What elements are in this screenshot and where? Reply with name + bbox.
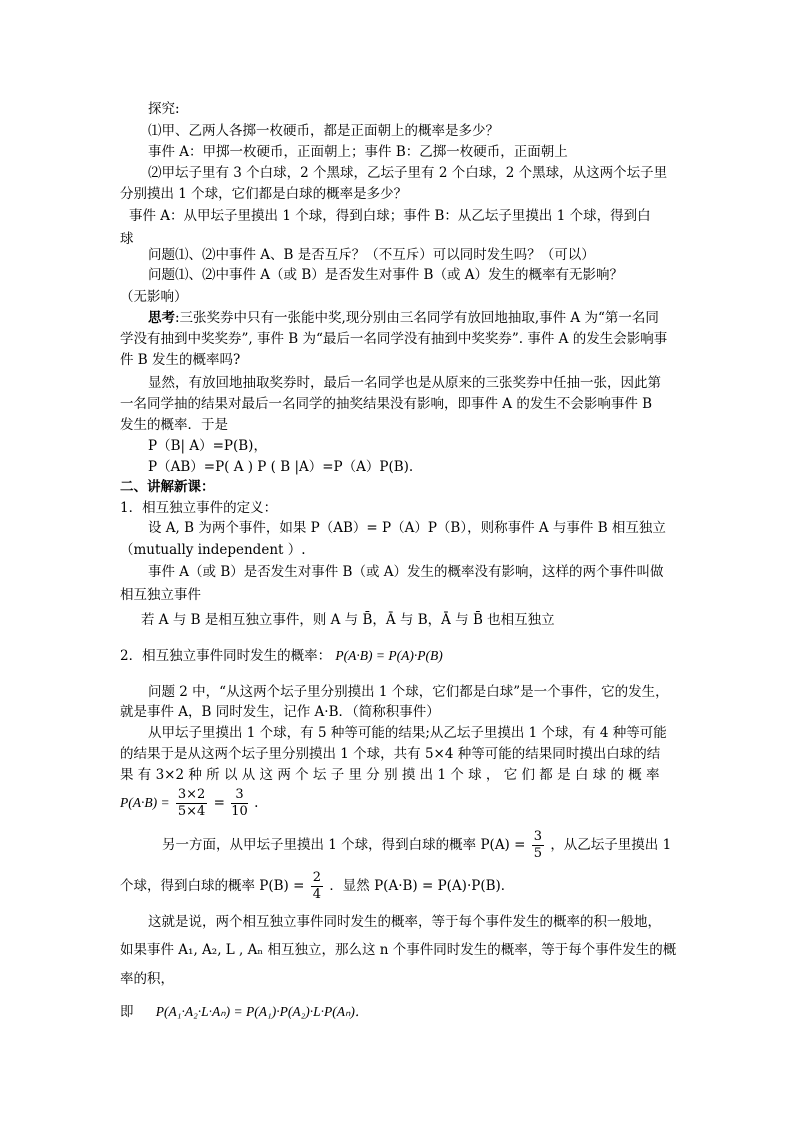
equals-sign: = bbox=[213, 795, 225, 811]
equation-1: P（B| A）=P(B)， bbox=[148, 438, 267, 454]
fraction-3x2-over-5x4 bbox=[176, 787, 207, 820]
fraction-3-over-10 bbox=[231, 787, 248, 820]
probability-line bbox=[120, 647, 443, 665]
example-line-11 bbox=[120, 1003, 368, 1021]
fraction-2-over-4 bbox=[311, 870, 323, 903]
example-line-9: 如果事件 A₁, A₂, L , Aₙ 相互独立，那么这 n 个事件同时发生的概率，等于每个事件发生的概 bbox=[120, 942, 677, 958]
answer-line-1: 显然，有放回地抽取奖券时，最后一名同学也是从原来的三张奖券中任抽一张，因此第 bbox=[148, 375, 661, 391]
definition-title: 1．相互独立事件的定义： bbox=[120, 500, 278, 516]
question-1: ⑴甲、乙两人各掷一枚硬币，都是正面朝上的概率是多少？ bbox=[148, 123, 499, 139]
question-2-line-1: ⑵甲坛子里有 3 个白球，2 个黑球，乙坛子里有 2 个白球，2 个黑球，从这两个坛子里 bbox=[148, 165, 668, 181]
answer-line-3: 发生的概率．于是 bbox=[120, 417, 228, 433]
probability-title: 2．相互独立事件同时发生的概率： bbox=[120, 648, 332, 664]
example-line-7 bbox=[120, 869, 514, 903]
fraction-numerator: 3 bbox=[231, 787, 248, 804]
ask-2-line-1: 问题⑴、⑵中事件 A（或 B）是否发生对事件 B（或 A）发生的概率有无影响？ bbox=[148, 267, 624, 283]
example-line-3: 从甲坛子里摸出 1 个球，有 5 种等可能的结果;从乙坛子里摸出 1 个球，有 4 种等可能 bbox=[148, 725, 667, 741]
think-line-1 bbox=[148, 309, 659, 327]
question-2-events-line-2: 球 bbox=[120, 231, 134, 247]
definition-line-4: 相互独立事件 bbox=[120, 587, 201, 603]
product-formula: P(A₁·A₂·L·Aₙ) = P(A₁)·P(A₂)·L·P(Aₙ)． bbox=[155, 1004, 369, 1019]
fraction-denominator: 5×4 bbox=[177, 804, 206, 819]
fraction-numerator: 3×2 bbox=[177, 787, 206, 802]
line-11-label: 即 bbox=[120, 1004, 134, 1020]
question-2-line-2: 分别摸出 1 个球，它们都是白球的概率是多少？ bbox=[120, 186, 408, 202]
example-line-1: 问题 2 中，“从这两个坛子里分别摸出 1 个球，它们都是白球”是一个事件，它的发生， bbox=[148, 684, 669, 700]
definition-line-2: （mutually independent ）. bbox=[120, 542, 306, 558]
line-6-post: ，从乙坛子里摸出 1 bbox=[550, 837, 672, 853]
question-2-events-line-1: 事件 A：从甲坛子里摸出 1 个球，得到白球；事件 B：从乙坛子里摸出 1 个球，得到白 bbox=[129, 208, 651, 224]
fraction-denominator: 4 bbox=[312, 887, 322, 902]
example-line-8: 这就是说，两个相互独立事件同时发生的概率，等于每个事件发生的概率的积一般地， bbox=[148, 914, 661, 930]
equation-2: P（AB）=P( A ) P ( B |A）=P（A）P(B). bbox=[148, 459, 414, 475]
fraction-numerator: 3 bbox=[533, 829, 543, 844]
probability-formula: P(A·B) = P(A)·P(B) bbox=[335, 648, 443, 663]
fraction-numerator: 2 bbox=[312, 870, 322, 885]
example-line-5: 果 有 3×2 种 所 以 从 这 两 个 坛 子 里 分 别 摸 出 1 个 球 ， 它 们 都 是 白 球 的 概 率 bbox=[120, 767, 660, 783]
formula-1-lhs: P(A·B) = bbox=[120, 795, 170, 810]
line-6-pre: 另一方面，从甲坛子里摸出 1 个球，得到白球的概率 P(A) = bbox=[162, 837, 526, 853]
section-2-heading: 二、讲解新课： bbox=[120, 479, 215, 495]
question-1-events: 事件 A：甲掷一枚硬币，正面朝上；事件 B：乙掷一枚硬币，正面朝上 bbox=[148, 144, 568, 160]
think-label: 思考 bbox=[148, 310, 175, 326]
fraction-3-over-5 bbox=[532, 829, 544, 862]
ask-1: 问题⑴、⑵中事件 A、B 是否互斥？（不互斥）可以同时发生吗？（可以） bbox=[148, 247, 595, 263]
definition-line-3: 事件 A（或 B）是否发生对事件 B（或 A）发生的概率没有影响，这样的两个事件叫做 bbox=[148, 564, 664, 580]
formula-1-end: . bbox=[254, 795, 259, 811]
example-line-2: 就是事件 A，B 同时发生，记作 A·B．（简称积事件） bbox=[120, 704, 440, 720]
fraction-denominator: 5 bbox=[533, 846, 543, 861]
line-7-pre: 个球，得到白球的概率 P(B) = bbox=[120, 878, 305, 894]
example-line-6 bbox=[162, 828, 671, 862]
complement-statement: 若 A 与 B 是相互独立事件，则 A 与 B̄，Ā 与 B，Ā 与 B̄ 也相互独立 bbox=[141, 612, 555, 628]
example-line-4: 的结果于是从这两个坛子里分别摸出 1 个球，共有 5×4 种等可能的结果同时摸出白球的结 bbox=[120, 746, 661, 762]
think-line-2: 学没有抽到中奖奖券”, 事件 B 为“最后一名同学没有抽到中奖奖券”. 事件 A 的发生会影响事 bbox=[120, 331, 668, 347]
think-line-3: 件 B 发生的概率吗? bbox=[120, 352, 241, 368]
line-7-post: ．显然 P(A·B) = P(A)·P(B)． bbox=[329, 878, 515, 894]
definition-line-1: 设 A, B 为两个事件，如果 P（AB）= P（A）P（B），则称事件 A 与事件 B 相互独立 bbox=[148, 520, 666, 536]
explore-heading: 探究: bbox=[148, 101, 180, 117]
ask-2-line-2: （无影响） bbox=[120, 289, 188, 305]
answer-line-2: 一名同学抽的结果对最后一名同学的抽奖结果没有影响，即事件 A 的发生不会影响事件 B bbox=[120, 396, 653, 412]
example-line-10: 率的积， bbox=[120, 971, 174, 987]
think-text-1: :三张奖券中只有一张能中奖,现分别由三名同学有放回地抽取,事件 A 为“第一名同 bbox=[175, 310, 659, 326]
fraction-denominator: 10 bbox=[231, 804, 248, 819]
fraction-formula-1 bbox=[120, 786, 258, 820]
